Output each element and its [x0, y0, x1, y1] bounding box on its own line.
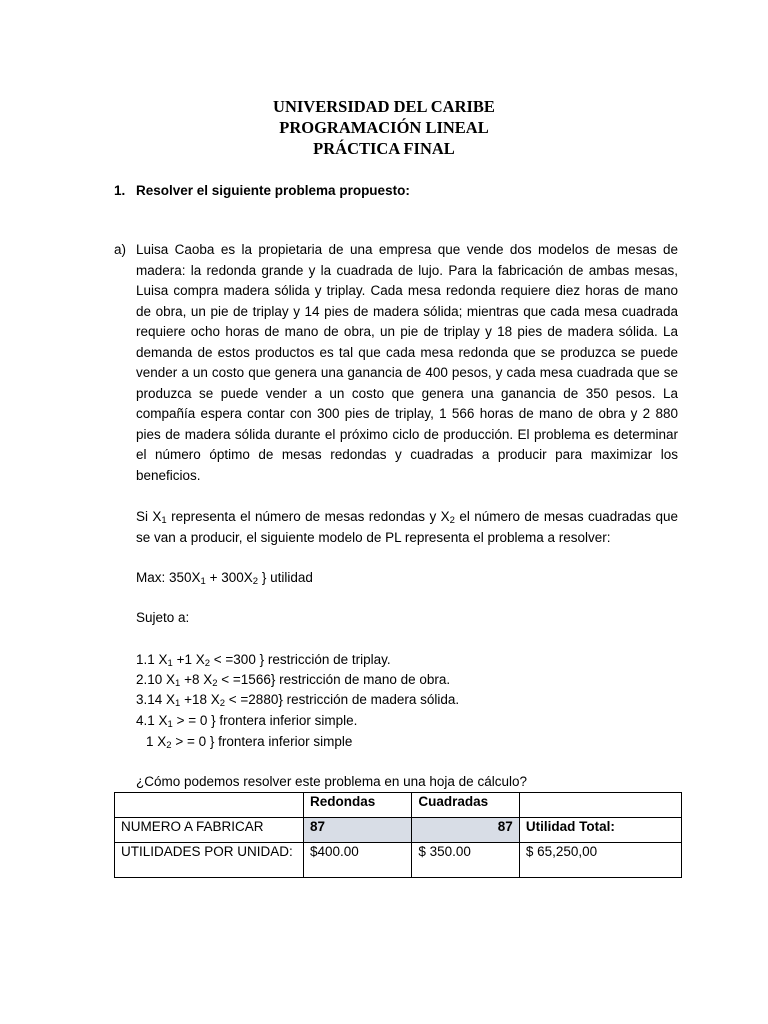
spreadsheet-question: ¿Cómo podemos resolver este problema en una hoja de cálculo?	[136, 774, 527, 789]
problem-text: Luisa Caoba es la propietaria de una empresa que vende dos modelos de mesas de madera: la redonda grande y la cuadrada de lujo. Para la fabricación de ambas mesas, Luisa compra madera sólida y triplay. Cada mesa redonda requiere diez horas de mano de obra, un pie de triplay y 14 pies de madera sólida; mientras que cada mesa cuadrada requiere ocho horas de mano de obra, un pie de triplay y 18 pies de madera sólida. La demanda de estos productos es tal que cada mesa redonda que se produzca se puede vender a un costo que genera una ganancia de 400 pesos, y cada mesa cuadrada que se produzca se puede vender a un costo que genera una ganancia de 350 pesos. La compañía espera contar con 300 pies de triplay, 1 566 horas de mano de obra y 2 880 pies de madera sólida durante el próximo ciclo de producción. El problema es determinar el número óptimo de mesas redondas y cuadradas a producir para maximizar los beneficios.	[136, 242, 678, 483]
subscript: 2	[166, 740, 172, 751]
total-profit-label: Utilidad Total:	[519, 818, 681, 843]
column-header-redondas: Redondas	[303, 793, 411, 818]
section-heading	[114, 183, 410, 198]
objective-text-2: + 300X	[205, 570, 253, 585]
cuadradas-profit-cell[interactable]: $ 350.00	[412, 843, 519, 878]
practice-title: PRÁCTICA FINAL	[313, 139, 455, 158]
constraint-4	[136, 711, 357, 731]
subscript: 1	[200, 576, 206, 587]
constraint-text: 4.1 X	[136, 713, 168, 728]
constraint-text: +1 X	[172, 652, 205, 667]
table-cell	[519, 793, 681, 818]
redondas-quantity-cell[interactable]: 87	[303, 818, 411, 843]
subject-to-label: Sujeto a:	[136, 610, 190, 625]
constraint-text: > = 0 } frontera inferior simple	[171, 734, 353, 749]
intro-text-2: representa el número de mesas redondas y X	[166, 509, 450, 524]
subscript: 1	[175, 698, 181, 709]
constraint-text: 1 X	[146, 734, 167, 749]
objective-text-1: Max: 350X	[136, 570, 201, 585]
table-header-row	[115, 793, 682, 818]
total-profit-value[interactable]: $ 65,250,00	[519, 843, 681, 878]
constraint-text: 3.14 X	[136, 692, 176, 707]
intro-text-1: Si X	[136, 509, 162, 524]
problem-marker: a)	[114, 242, 127, 257]
subscript: 1	[167, 658, 173, 669]
constraint-text: 2.10 X	[136, 672, 176, 687]
course-name: PROGRAMACIÓN LINEAL	[279, 118, 489, 137]
section-title: Resolver el siguiente problema propuesto:	[136, 183, 410, 198]
objective-function	[136, 568, 313, 588]
table-row	[115, 818, 682, 843]
subscript: 1	[161, 515, 167, 526]
table-row	[115, 843, 682, 878]
constraint-5	[146, 732, 352, 752]
constraint-2	[136, 670, 450, 690]
subscript: 2	[252, 576, 259, 587]
constraint-3	[136, 690, 459, 710]
row-label: UTILIDADES POR UNIDAD:	[115, 843, 304, 878]
constraint-text: +8 X	[180, 672, 213, 687]
section-number: 1.	[114, 183, 126, 198]
table-cell	[115, 793, 304, 818]
subscript: 2	[449, 515, 455, 526]
constraint-text: < =1566} restricción de mano de obra.	[217, 672, 451, 687]
constraint-text: < =2880} restricción de madera sólida.	[225, 692, 460, 707]
spreadsheet-table	[114, 792, 682, 878]
constraint-text: 1.1 X	[136, 652, 168, 667]
redondas-profit-cell[interactable]: $400.00	[303, 843, 411, 878]
constraint-1	[136, 650, 391, 670]
column-header-cuadradas: Cuadradas	[412, 793, 519, 818]
objective-text-3: } utilidad	[258, 570, 313, 585]
problem-statement	[114, 240, 678, 486]
constraint-text: > = 0 } frontera inferior simple.	[172, 713, 358, 728]
row-label: NUMERO A FABRICAR	[115, 818, 304, 843]
subscript: 2	[212, 678, 218, 689]
subscript: 1	[167, 719, 173, 730]
intro-text-3: el número de mesas cuadradas que se van a producir, el siguiente modelo de PL representa el problema a resolver:	[136, 509, 678, 545]
university-name: UNIVERSIDAD DEL CARIBE	[273, 97, 495, 116]
constraint-text: < =300 } restricción de triplay.	[210, 652, 391, 667]
cuadradas-quantity-cell[interactable]: 87	[412, 818, 519, 843]
document-header	[0, 96, 768, 159]
model-intro	[136, 507, 678, 548]
subscript: 1	[175, 678, 181, 689]
constraint-text: +18 X	[180, 692, 220, 707]
subscript: 2	[219, 698, 226, 709]
subscript: 2	[204, 658, 211, 669]
